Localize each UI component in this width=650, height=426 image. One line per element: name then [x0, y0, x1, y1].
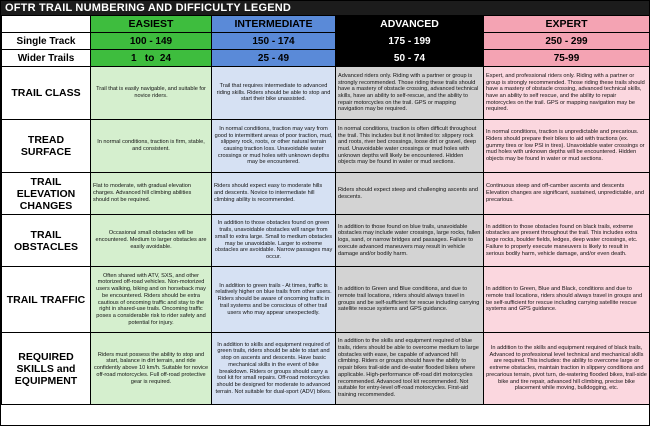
trail-class-row [2, 67, 650, 120]
trail-obstacles-intermediate: In addition to those obstacles found on green trails, unavoidable obstacles will range from small to extra large. Small to medium obstacles may be unavoidable. Larger to extreme obstacles are avoidable. Narrow passages may occur. [212, 215, 336, 267]
trail-obstacles-easiest: Occasional small obstacles will be encountered. Medium to larger obstacles are easily avoidable. [91, 215, 212, 267]
trail-elevation-intermediate: Riders should expect easy to moderate hills and descents. Novice to intermediate hill climbing ability is recommended. [212, 173, 336, 215]
single-track-label: Single Track [2, 33, 91, 50]
required-skills-advanced: In addition to the skills and equipment required of blue trails, riders should be able to overcome medium to large obstacles with ease, be capable of advanced hill climbing. Riders or groups should have the ability to repair bikes trail-side and de-water flooded bikes where applicable. High-performance off-road dirt motorcycles recommended. Advanced tool kit recommended. Not suitable for entry-level off-road motorcycles. First-aid training recommended. [336, 333, 484, 405]
trail-obstacles-row [2, 215, 650, 267]
wider-trails-advanced: 50 - 74 [336, 50, 484, 67]
single-track-expert: 250 - 299 [484, 33, 650, 50]
wider-trails-easiest: 1 to 24 [91, 50, 212, 67]
tread-surface-advanced: In normal conditions, traction is often difficult throughout the trail. This includes but it not limited to: slippery rock and roots, river bed crossings, loose dirt or gravel, deep mud. Unavoidable water crossings or mud holes with unknown depths will likely be encountered. Hidden objects may be found in water or mud sections. [336, 120, 484, 173]
single-track-intermediate: 150 - 174 [212, 33, 336, 50]
trail-traffic-advanced: In addition to Green and Blue conditions, and due to remote trail locations, riders should always travel in groups and be self-sufficient for rescue including carrying satellite rescue systems and GPS guidance. [336, 267, 484, 333]
tread-surface-easiest: In normal conditions, traction is firm, stable, and consistent. [91, 120, 212, 173]
header-intermediate: INTERMEDIATE [212, 16, 336, 33]
required-skills-row [2, 333, 650, 405]
legend-title: OFTR TRAIL NUMBERING AND DIFFICULTY LEGEND [1, 1, 649, 15]
trail-traffic-expert: In addition to Green, Blue and Black, conditions and due to remote trail locations, riders should always travel in groups and be self-sufficient for rescue including carrying satellite rescue systems and GPS guidance. [484, 267, 650, 333]
trail-obstacles-label: TRAIL OBSTACLES [2, 215, 91, 267]
trail-elevation-easiest: Flat to moderate, with gradual elevation charges. Advanced hill climbing abilities should not be required. [91, 173, 212, 215]
trail-elevation-label: TRAIL ELEVATION CHANGES [2, 173, 91, 215]
trail-traffic-intermediate: In addition to green trails - At times, traffic is relatively higher on blue trails from other users. Riders should be aware of oncoming traffic in trail systems and be conscious of other trail users who may appear unexpectedly. [212, 267, 336, 333]
trail-traffic-easiest: Often shared with ATV, SXS, and other motorized off-road vehicles. Non-motorized users walking, biking and on horseback may be encountered. Riders should be extra cautious of oncoming traffic and stay to the right in shared-use trails. Oncoming traffic poses a considerable risk to rider safety and potential for injury. [91, 267, 212, 333]
trail-class-easiest: Trail that is easily navigable, and suitable for novice riders. [91, 67, 212, 120]
required-skills-expert: In addition to the skills and equipment required of black trails, Advanced to professional level technical and mechanical skills are required. This includes: the ability to overcome large or extreme obstacles, maintain traction in slippery conditions and precarious terrain, pivot turn, de-watering flooded bikes, trail-side bike and tire repair, advanced hill climbing, precise bike placement while moving, bulldogging, etc. [484, 333, 650, 405]
required-skills-label: REQUIRED SKILLS and EQUIPMENT [2, 333, 91, 405]
tread-surface-expert: In normal conditions, traction is unpredictable and precarious. Riders should prepare their bikes to aid with tractions (ex. gummy tires or low PSI in tires). Unavoidable water crossings or mud holes with unknown depths will be encountered. Hidden objects may be found in water or mud sections. [484, 120, 650, 173]
single-track-advanced: 175 - 199 [336, 33, 484, 50]
tread-surface-label: TREAD SURFACE [2, 120, 91, 173]
trail-traffic-row [2, 267, 650, 333]
trail-class-expert: Expert, and professional riders only. Riding with a partner or group is strongly recommended. Those riding these trails should have a mastery of obstacle crossing, advanced technical skills, have an ability to self rescue, and the ability to repair motorcycles on the trail. GPS or mapping navigation may be required. [484, 67, 650, 120]
wider-trails-row [2, 50, 650, 67]
tread-surface-row [2, 120, 650, 173]
required-skills-easiest: Riders must possess the ability to stop and start, balance in dirt terrain, and ride confidently above 10 km/h. Suitable for novice off-road motorcycles. Full off-road protective gear is required. [91, 333, 212, 405]
trail-elevation-expert: Continuous steep and off-camber ascents and descents Elevation changes are significant, sustained, unpredictable, and precarious. [484, 173, 650, 215]
single-track-easiest: 100 - 149 [91, 33, 212, 50]
header-advanced: ADVANCED [336, 16, 484, 33]
header-corner [2, 16, 91, 33]
trail-obstacles-expert: In addition to those obstacles found on black trails, extreme obstacles are present throughout the trail. This includes extra large rocks, boulder fields, ledges, deep water crossings, etc. Failure to properly execute maneuvers is likely to result in serious bodily harm, vehicle damage, and/or even death. [484, 215, 650, 267]
trail-elevation-row [2, 173, 650, 215]
trail-class-advanced: Advanced riders only. Riding with a partner or group is strongly recommended. Those riding these trails should have a mastery of obstacle crossing, advanced technical skills, have an ability to self-rescue, and the ability to repair motorcycles on the trail. GPS or mapping navigation may be required. [336, 67, 484, 120]
required-skills-intermediate: In addition to skills and equipment required of green trails, riders should be able to start and stop on ascents and descents. Have basic mechanical skills in the event of bike breakdown. Riders or groups should carry a tool kit for small repairs. Off-road motorcycles should be designed for moderate to advanced terrain. Not suitable for dual-sport (ADV) bikes. [212, 333, 336, 405]
single-track-row [2, 33, 650, 50]
header-easiest: EASIEST [91, 16, 212, 33]
trail-elevation-advanced: Riders should expect steep and challenging ascents and descents. [336, 173, 484, 215]
legend-table [1, 15, 650, 405]
header-expert: EXPERT [484, 16, 650, 33]
trail-traffic-label: TRAIL TRAFFIC [2, 267, 91, 333]
trail-obstacles-advanced: In addition to those found on blue trails, unavoidable obstacles may include water crossings, large rocks, fallen logs, sand, or narrow bridges and passages. Failure to execute advanced maneuvers may result in vehicle damage and/or bodily harm. [336, 215, 484, 267]
wider-trails-label: Wider Trails [2, 50, 91, 67]
wider-trails-intermediate: 25 - 49 [212, 50, 336, 67]
tread-surface-intermediate: In normal conditions, traction may vary from good to intermittent areas of poor traction, mud, slippery rock, roots, or other natural terrain causing traction loss. Unavoidable water crossings or mud holes with unknown depths may be encountered. [212, 120, 336, 173]
trail-class-label: TRAIL CLASS [2, 67, 91, 120]
trail-class-intermediate: Trail that requires intermediate to advanced riding skills. Riders should be able to stop and start their bike unassisted. [212, 67, 336, 120]
difficulty-header-row [2, 16, 650, 33]
wider-trails-expert: 75-99 [484, 50, 650, 67]
